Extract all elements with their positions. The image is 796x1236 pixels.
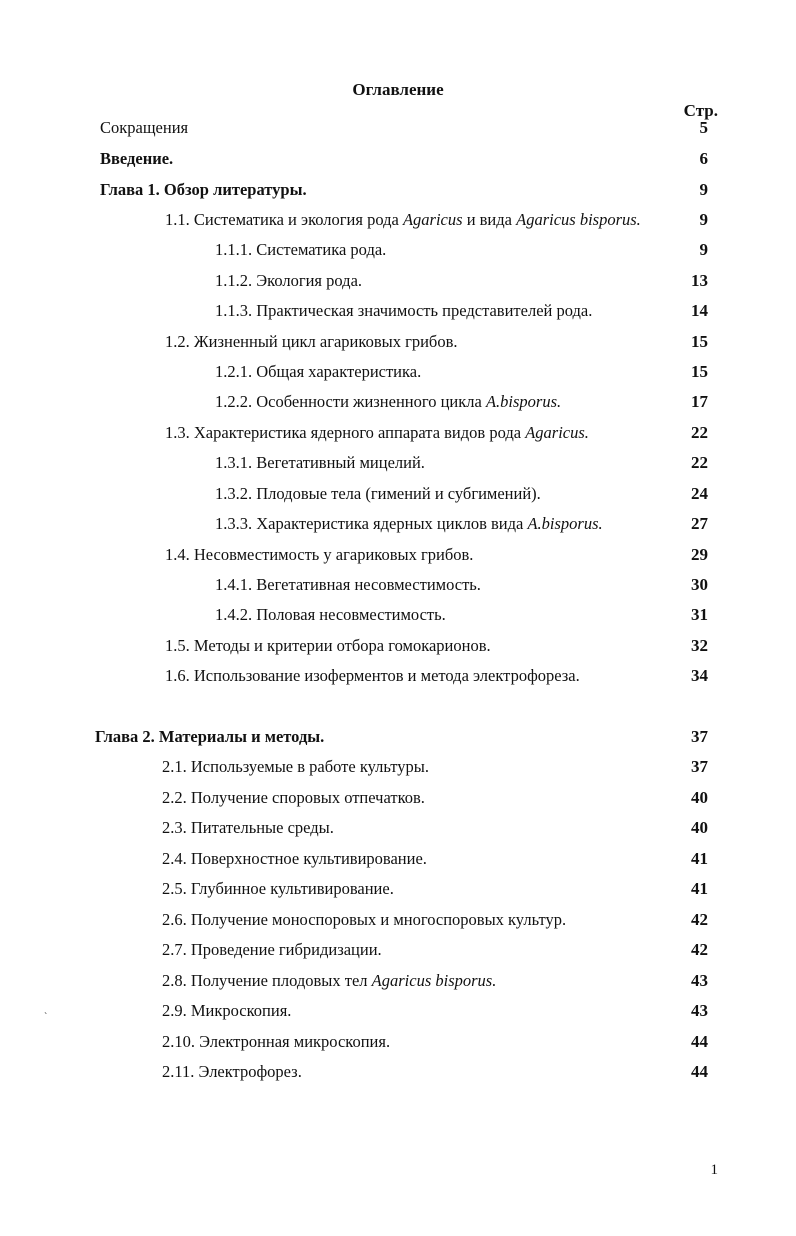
toc-entry-text: 2.10. Электронная микроскопия. — [162, 1032, 391, 1051]
toc-entry — [0, 971, 796, 995]
toc-entry-text: 1.5. Методы и критерии отбора гомокарионов. — [165, 636, 491, 655]
toc-entry — [0, 727, 796, 751]
toc-entry-title — [165, 636, 491, 656]
toc-entry-title — [162, 879, 394, 899]
toc-entry-title — [100, 180, 307, 200]
toc-entry-title — [215, 362, 421, 382]
toc-entry-title — [215, 575, 481, 595]
toc-entry-page: 43 — [691, 1001, 708, 1020]
toc-entry — [0, 940, 796, 964]
toc-entry-page: 41 — [691, 849, 708, 868]
toc-entry-title — [215, 301, 592, 321]
toc-entry — [0, 240, 796, 264]
toc-entry-text: Глава 1. Обзор литературы. — [100, 180, 307, 199]
toc-entry-title — [162, 971, 496, 991]
toc-entry-text: 1.2. Жизненный цикл агариковых грибов. — [165, 332, 458, 351]
toc-entry-text: 1.4.1. Вегетативная несовместимость. — [215, 575, 481, 594]
toc-entry-italic: Agaricus — [402, 210, 463, 229]
toc-entry-text: 1.2.1. Общая характеристика. — [215, 362, 422, 381]
toc-entry-text: 1.6. Использование изоферментов и метода электрофореза. — [165, 666, 580, 685]
toc-entry-title — [165, 210, 641, 230]
toc-entry-page: 9 — [699, 240, 708, 259]
toc-entry-text: 1.3.2. Плодовые тела (гимений и субгимений). — [215, 484, 541, 503]
toc-entry-page: 22 — [691, 453, 708, 472]
toc-entry-title — [165, 332, 457, 352]
toc-entry — [0, 788, 796, 812]
toc-entry — [0, 879, 796, 903]
toc-entry — [0, 849, 796, 873]
toc-entry-title — [162, 1062, 302, 1082]
toc-entry — [0, 818, 796, 842]
toc-entry-title — [100, 118, 188, 138]
toc-entry-italic: A.bisporus. — [527, 514, 603, 533]
toc-entry — [0, 545, 796, 569]
toc-entry — [0, 392, 796, 416]
toc-entry-page: 40 — [691, 818, 708, 837]
toc-entry-text: 2.1. Используемые в работе культуры. — [162, 757, 429, 776]
stray-mark: ` — [44, 1012, 48, 1023]
toc-entry-text: 1.3.3. Характеристика ядерных циклов вида — [215, 514, 528, 533]
toc-entry — [0, 271, 796, 295]
toc-entry — [0, 757, 796, 781]
toc-entry-page: 5 — [699, 118, 708, 137]
toc-entry-text: 2.8. Получение плодовых тел — [162, 971, 372, 990]
toc-entry-page: 42 — [691, 910, 708, 929]
toc-entry — [0, 149, 796, 173]
toc-entry-page: 41 — [691, 879, 708, 898]
page-title: Оглавление — [352, 80, 444, 99]
toc-entry-text: 1.1.3. Практическая значимость представителей рода. — [215, 301, 593, 320]
toc-entry-title — [95, 727, 324, 747]
toc-entry-italic: Agaricus bisporus. — [371, 971, 497, 990]
toc-entry-title — [162, 757, 429, 777]
toc-entry — [0, 301, 796, 325]
toc-entry-title — [162, 1032, 390, 1052]
toc-entry-title — [215, 605, 446, 625]
toc-entry-text: и вида — [462, 210, 517, 229]
toc-entry-page: 42 — [691, 940, 708, 959]
toc-entry-page: 13 — [691, 271, 708, 290]
toc-entry-italic: Agaricus. — [525, 423, 589, 442]
toc-entry-title — [215, 271, 362, 291]
toc-entry-text: Введение. — [100, 149, 174, 168]
toc-entry — [0, 636, 796, 660]
toc-entry-page: 30 — [691, 575, 708, 594]
toc-entry — [0, 423, 796, 447]
toc-entry-page: 27 — [691, 514, 708, 533]
toc-entry-title — [162, 940, 382, 960]
toc-entry-page: 14 — [691, 301, 708, 320]
toc-entry-text: 2.3. Питательные среды. — [162, 818, 334, 837]
toc-entry-title — [100, 149, 173, 169]
toc-entry — [0, 575, 796, 599]
toc-entry-page: 9 — [699, 180, 708, 199]
toc-entry — [0, 1032, 796, 1056]
toc-entry-title — [215, 392, 561, 412]
toc-entry-title — [165, 545, 473, 565]
toc-entry-page: 34 — [691, 666, 708, 685]
toc-entry-text: 1.4.2. Половая несовместимость. — [215, 605, 446, 624]
toc-entry-text: 1.4. Несовместимость у агариковых грибов. — [165, 545, 474, 564]
toc-entry-text: 2.4. Поверхностное культивирование. — [162, 849, 427, 868]
toc-entry-text: 2.11. Электрофорез. — [162, 1062, 302, 1081]
toc-entry-text: 1.1. Систематика и экология рода — [165, 210, 403, 229]
toc-entry-title — [215, 514, 603, 534]
toc-entry — [0, 484, 796, 508]
toc-entry — [0, 362, 796, 386]
toc-entry-page: 22 — [691, 423, 708, 442]
toc-entry-page: 6 — [699, 149, 708, 168]
toc-entry-page: 31 — [691, 605, 708, 624]
toc-entry-title — [165, 666, 580, 686]
footer-page-number: 1 — [710, 1162, 718, 1178]
toc-entry-page: 44 — [691, 1062, 708, 1081]
toc-entry-text: 1.3. Характеристика ядерного аппарата видов рода — [165, 423, 526, 442]
toc-entry-text: 2.5. Глубинное культивирование. — [162, 879, 394, 898]
page-column-label: Стр. — [683, 101, 718, 120]
toc-entry-page: 37 — [691, 727, 708, 746]
toc-entry-page: 15 — [691, 362, 708, 381]
toc-entry-text: 1.2.2. Особенности жизненного цикла — [215, 392, 486, 411]
toc-entry — [0, 605, 796, 629]
toc-entry-text: 1.3.1. Вегетативный мицелий. — [215, 453, 425, 472]
toc-entry-page: 37 — [691, 757, 708, 776]
toc-entry — [0, 210, 796, 234]
toc-entry — [0, 180, 796, 204]
toc-entry — [0, 118, 796, 142]
toc-entry-text: 2.2. Получение споровых отпечатков. — [162, 788, 425, 807]
toc-entry-title — [215, 484, 541, 504]
toc-entry-page: 29 — [691, 545, 708, 564]
toc-entry-page: 32 — [691, 636, 708, 655]
toc-entry-title — [162, 818, 334, 838]
toc-entry-text: Глава 2. Материалы и методы. — [95, 727, 325, 746]
toc-entry-page: 17 — [691, 392, 708, 411]
toc-entry-page: 9 — [699, 210, 708, 229]
toc-entry-page: 44 — [691, 1032, 708, 1051]
toc-entry-page: 40 — [691, 788, 708, 807]
toc-entry-title — [162, 1001, 291, 1021]
toc-entry — [0, 1062, 796, 1086]
toc-entry-title — [162, 910, 566, 930]
toc-entry — [0, 1001, 796, 1025]
toc-entry-title — [215, 240, 386, 260]
toc-entry-title — [165, 423, 589, 443]
toc-entry — [0, 332, 796, 356]
toc-entry-italic: A.bisporus. — [485, 392, 562, 411]
toc-entry — [0, 514, 796, 538]
toc-entry-text: 2.9. Микроскопия. — [162, 1001, 292, 1020]
toc-entry-text: 2.7. Проведение гибридизации. — [162, 940, 382, 959]
toc-entry-italic: Agaricus bisporus. — [516, 210, 641, 229]
toc-entry-title — [162, 849, 427, 869]
toc-entry — [0, 453, 796, 477]
toc-entry-text: Сокращения — [100, 118, 189, 137]
toc-entry-page: 24 — [691, 484, 708, 503]
toc-entry-text: 1.1.2. Экология рода. — [215, 271, 363, 290]
toc-entry-text: 1.1.1. Систематика рода. — [215, 240, 387, 259]
toc-entry-page: 43 — [691, 971, 708, 990]
toc-entry — [0, 910, 796, 934]
toc-entry-text: 2.6. Получение моноспоровых и многоспоровых культур. — [162, 910, 567, 929]
toc-entry — [0, 666, 796, 690]
toc-entry-page: 15 — [691, 332, 708, 351]
toc-entry-title — [162, 788, 425, 808]
toc-entry-title — [215, 453, 425, 473]
